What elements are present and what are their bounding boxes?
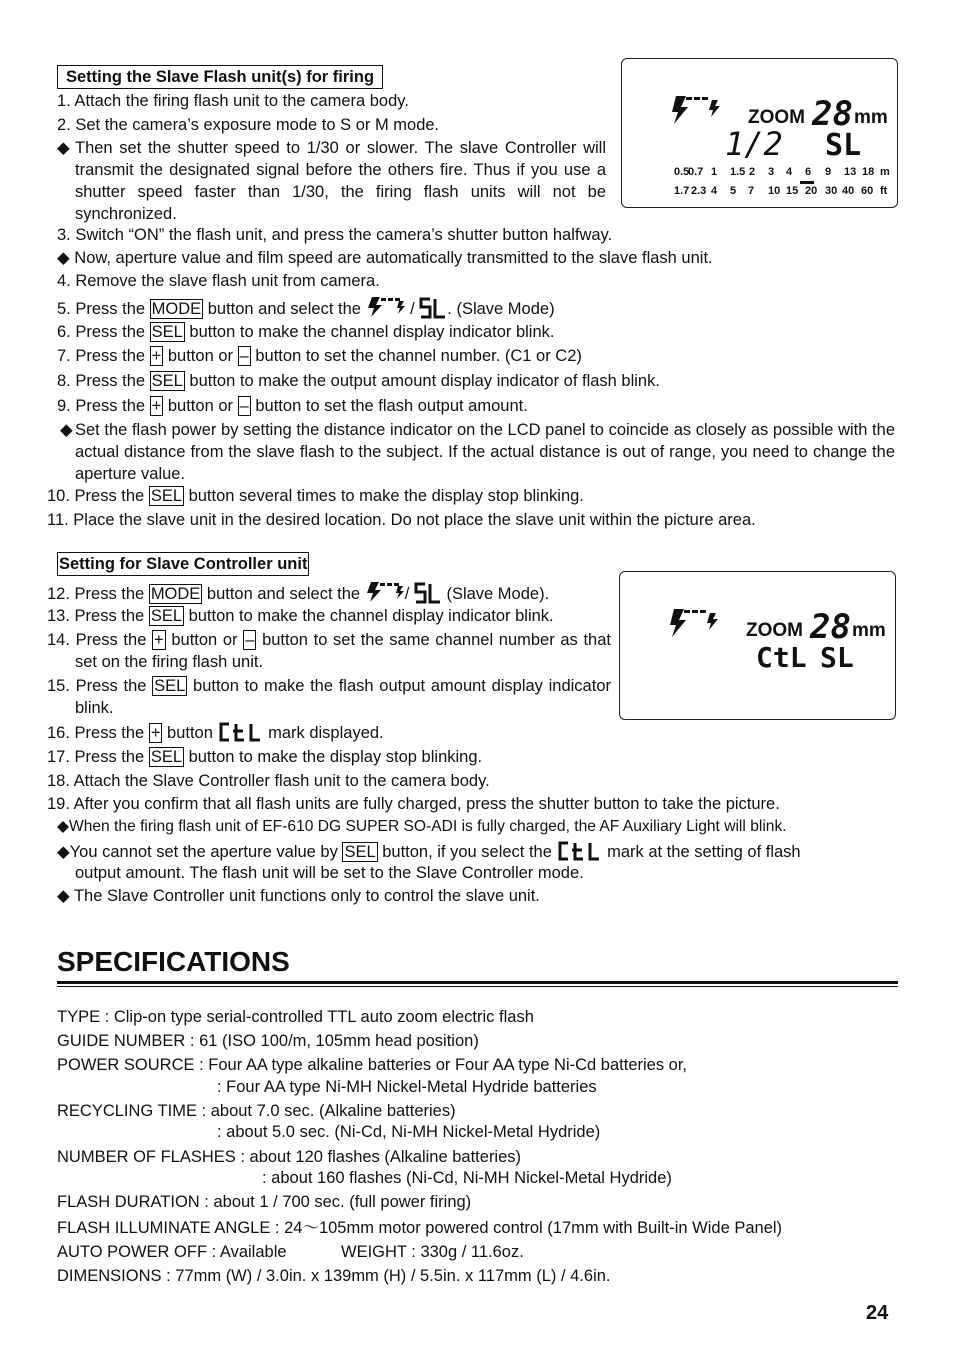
- note-aperture-sel-cont: output amount. The flash unit will be set to the Slave Controller mode.: [75, 864, 584, 882]
- sl-mode-icon: [419, 297, 447, 319]
- step-12-sep: /: [404, 585, 414, 603]
- section-heading-slave-controller: Setting for Slave Controller unit: [57, 552, 309, 576]
- distance-scale-label: 40: [842, 185, 855, 197]
- distance-scale-label: m: [880, 166, 890, 178]
- note-5-text-c: mark at the setting of flash: [602, 843, 801, 861]
- distance-scale-label: 6: [805, 166, 812, 178]
- zoom-value: 28: [810, 607, 851, 647]
- step-6: [57, 321, 554, 343]
- ctl-label: CtL: [756, 641, 807, 674]
- sel-button-label: SEL: [344, 843, 376, 861]
- sel-button-label: SEL: [151, 372, 183, 390]
- note-af-auxiliary-light: ◆When the firing flash unit of EF-610 DG SUPER SO-ADI is fully charged, the AF Auxiliary Light will blink.: [57, 818, 787, 835]
- note-5-text-a: ◆You cannot set the aperture value by: [57, 843, 343, 861]
- step-18: 18. Attach the Slave Controller flash unit to the camera body.: [47, 772, 490, 790]
- sl-mode-label: SL: [825, 128, 862, 163]
- step-14-text-a: 14. Press the: [47, 631, 153, 649]
- distance-scale-label: 9: [825, 166, 832, 178]
- step-10-text-a: 10. Press the: [47, 487, 149, 505]
- plus-button-label: +: [154, 631, 164, 649]
- step-7: [57, 345, 582, 367]
- distance-scale-label: 5: [730, 185, 737, 197]
- spec-dimensions: DIMENSIONS : 77mm (W) / 3.0in. x 139mm (H) / 5.5in. x 117mm (L) / 4.6in.: [57, 1267, 611, 1285]
- step-3: 3. Switch “ON” the flash unit, and press the camera’s shutter button halfway.: [57, 226, 613, 244]
- mode-button-label: MODE: [151, 300, 202, 318]
- note-aperture-transmit: ◆ Now, aperture value and film speed are automatically transmitted to the slave flash unit.: [57, 249, 713, 267]
- distance-scale-label: 1.7: [674, 185, 690, 197]
- slave-flash-icon: [670, 609, 718, 637]
- step-15: [47, 675, 611, 719]
- spec-power-source-cont: : Four AA type Ni-MH Nickel-Metal Hydride batteries: [217, 1078, 597, 1096]
- distance-scale-label: 7: [748, 185, 755, 197]
- sel-button-label: SEL: [154, 677, 186, 695]
- step-15-paragraph: [47, 675, 611, 719]
- distance-scale-label: 4: [711, 185, 718, 197]
- slave-flash-icon: [366, 295, 406, 319]
- spec-type: TYPE : Clip-on type serial-controlled TTL auto zoom electric flash: [57, 1008, 534, 1026]
- title-rule-thin: [57, 986, 898, 987]
- zoom-label: ZOOM: [748, 107, 805, 128]
- step-8-text-b: button to make the output amount display indicator of flash blink.: [184, 372, 660, 390]
- step-16-text-c: mark displayed.: [263, 724, 384, 742]
- distance-scale-label: 20: [805, 185, 818, 197]
- spec-power-source: POWER SOURCE : Four AA type alkaline batteries or Four AA type Ni-Cd batteries or,: [57, 1056, 688, 1074]
- lcd-slave-controller-display: [620, 572, 895, 719]
- step-13: [47, 605, 554, 627]
- distance-scale-label: 2: [749, 166, 756, 178]
- lcd-panel-slave-controller: [619, 571, 896, 720]
- step-14: [47, 629, 611, 673]
- ctl-mark-icon: [557, 840, 603, 862]
- spec-auto-power-off: AUTO POWER OFF : Available: [57, 1243, 287, 1261]
- lcd-panel-slave-flash: [621, 58, 898, 208]
- distance-scale-feet: [674, 185, 888, 197]
- step-4: 4. Remove the slave flash unit from camera.: [57, 272, 380, 290]
- zoom-label: ZOOM: [746, 620, 803, 641]
- spec-illuminate-angle: FLASH ILLUMINATE ANGLE : 24～105mm motor powered control (17mm with Built-in Wide Panel): [57, 1219, 783, 1237]
- distance-scale-label: 1: [711, 166, 718, 178]
- step-9: [57, 395, 528, 417]
- distance-indicator-bar: [800, 181, 814, 184]
- distance-scale-label: 1.5: [730, 166, 746, 178]
- step-13-text-b: button to make the channel display indicator blink.: [184, 607, 554, 625]
- spec-number-of-flashes-cont: : about 160 flashes (Ni-Cd, Ni-MH Nickel-Metal Hydride): [262, 1169, 672, 1187]
- lcd-slave-flash-display: [622, 59, 897, 207]
- distance-scale-label: 15: [786, 185, 799, 197]
- step-1: 1. Attach the firing flash unit to the camera body.: [57, 92, 409, 110]
- step-12-text-c: (Slave Mode).: [441, 585, 550, 603]
- step-8: [57, 370, 660, 392]
- note-bullet: ◆: [57, 139, 70, 157]
- distance-scale-label: 60: [861, 185, 874, 197]
- step-17: [47, 746, 482, 768]
- step-5-text-b: button and select the: [203, 300, 366, 318]
- spec-recycling-time: RECYCLING TIME : about 7.0 sec. (Alkaline batteries): [57, 1102, 456, 1120]
- step-12: [47, 580, 549, 605]
- ctl-mark-icon: [218, 721, 264, 743]
- step-11: 11. Place the slave unit in the desired location. Do not place the slave unit within the picture area.: [47, 511, 756, 529]
- spec-recycling-time-cont: : about 5.0 sec. (Ni-Cd, Ni-MH Nickel-Metal Hydride): [217, 1123, 601, 1141]
- step-9-text-b: button or: [163, 397, 238, 415]
- step-15-text-b: button to make the flash output amount display indicator blink.: [75, 677, 611, 717]
- sel-button-label: SEL: [150, 487, 182, 505]
- step-12-text-b: button and select the: [202, 585, 365, 603]
- distance-scale-label: 0.7: [688, 166, 704, 178]
- distance-scale-label: 30: [825, 185, 838, 197]
- step-16: [47, 721, 384, 744]
- plus-button-label: +: [151, 347, 162, 365]
- slave-flash-icon: [672, 96, 720, 124]
- step-9-text-a: 9. Press the: [57, 397, 150, 415]
- step-5-sep: /: [405, 300, 420, 318]
- page-number: 24: [866, 1302, 889, 1324]
- distance-scale-label: 4: [786, 166, 793, 178]
- plus-button-label: +: [150, 724, 161, 742]
- minus-button-label: –: [239, 347, 249, 365]
- step-19: 19. After you confirm that all flash units are fully charged, press the shutter button to take the picture.: [47, 795, 780, 813]
- distance-scale-label: 18: [862, 166, 875, 178]
- spec-weight: WEIGHT : 330g / 11.6oz.: [341, 1243, 524, 1261]
- distance-scale-label: ft: [880, 185, 888, 197]
- zoom-unit: mm: [854, 107, 888, 128]
- step-5-text-c: . (Slave Mode): [447, 300, 555, 318]
- step-17-text-a: 17. Press the: [47, 748, 149, 766]
- step-8-text-a: 8. Press the: [57, 372, 150, 390]
- step-10: [47, 485, 584, 507]
- minus-button-label: –: [239, 397, 249, 415]
- note-shutter-speed: Then set the shutter speed to 1/30 or slower. The slave Controller will transmit the designated signal before the others fire. Thus if you use a shutter speed faster than 1/30, the firing flash units will not be synchronized.: [75, 139, 606, 223]
- distance-scale-label: 3: [768, 166, 775, 178]
- step-7-text-a: 7. Press the: [57, 347, 150, 365]
- sel-button-label: SEL: [151, 323, 183, 341]
- note-slave-controller-only: ◆ The Slave Controller unit functions only to control the slave unit.: [57, 887, 540, 905]
- specifications-title: SPECIFICATIONS: [57, 946, 290, 977]
- step-9-text-c: button to set the flash output amount.: [250, 397, 528, 415]
- step-12-text-a: 12. Press the: [47, 585, 149, 603]
- step-15-text-a: 15. Press the: [47, 677, 153, 695]
- power-ratio: 1/2: [725, 125, 783, 163]
- step-6-text-a: 6. Press the: [57, 323, 150, 341]
- note-aperture-sel: [57, 840, 801, 863]
- title-rule: [57, 981, 898, 984]
- step-2: 2. Set the camera’s exposure mode to S or M mode.: [57, 116, 440, 134]
- sel-button-label: SEL: [150, 748, 182, 766]
- step-14-paragraph: [47, 629, 611, 673]
- spec-flash-duration: FLASH DURATION : about 1 / 700 sec. (full power firing): [57, 1193, 472, 1211]
- mode-button-label: MODE: [150, 585, 201, 603]
- step-6-text-b: button to make the channel display indicator blink.: [184, 323, 555, 341]
- plus-button-label: +: [151, 397, 162, 415]
- zoom-unit: mm: [852, 620, 886, 641]
- minus-button-label: –: [245, 631, 255, 649]
- distance-scale-meters: [674, 166, 890, 178]
- slave-flash-icon: [365, 580, 405, 604]
- step-16-text-a: 16. Press the: [47, 724, 149, 742]
- section-heading-slave-flash: Setting the Slave Flash unit(s) for firing: [57, 65, 383, 89]
- distance-scale-label: 2.3: [691, 185, 707, 197]
- note-flash-power: Set the flash power by setting the distance indicator on the LCD panel to coincide as closely as possible with the actual distance from the slave flash to the subject. If the actual distance is out of range, you need to change the aperture value.: [75, 421, 895, 483]
- step-7-text-c: button to set the channel number. (C1 or C2): [250, 347, 582, 365]
- distance-scale-label: 10: [768, 185, 781, 197]
- note-bullet: ◆: [60, 421, 73, 439]
- sel-button-label: SEL: [150, 607, 182, 625]
- step-14-text-c: button to set the same channel number as that set on the firing flash unit.: [75, 631, 611, 671]
- sl-mode-label: SL: [820, 641, 854, 674]
- note-5-text-b: button, if you select the: [377, 843, 557, 861]
- distance-scale-label: 13: [844, 166, 857, 178]
- spec-guide-number: GUIDE NUMBER : 61 (ISO 100/m, 105mm head position): [57, 1032, 479, 1050]
- step-13-text-a: 13. Press the: [47, 607, 149, 625]
- step-16-text-b: button: [162, 724, 218, 742]
- distance-scale-label: 0.5: [674, 166, 690, 178]
- zoom-value: 28: [812, 94, 853, 134]
- sl-mode-icon: [414, 582, 442, 604]
- step-17-text-b: button to make the display stop blinking.: [184, 748, 483, 766]
- step-5: [57, 295, 555, 320]
- step-7-text-b: button or: [163, 347, 238, 365]
- step-5-text-a: 5. Press the: [57, 300, 150, 318]
- step-14-text-b: button or: [165, 631, 244, 649]
- spec-number-of-flashes: NUMBER OF FLASHES : about 120 flashes (Alkaline batteries): [57, 1148, 522, 1166]
- step-10-text-b: button several times to make the display stop blinking.: [184, 487, 584, 505]
